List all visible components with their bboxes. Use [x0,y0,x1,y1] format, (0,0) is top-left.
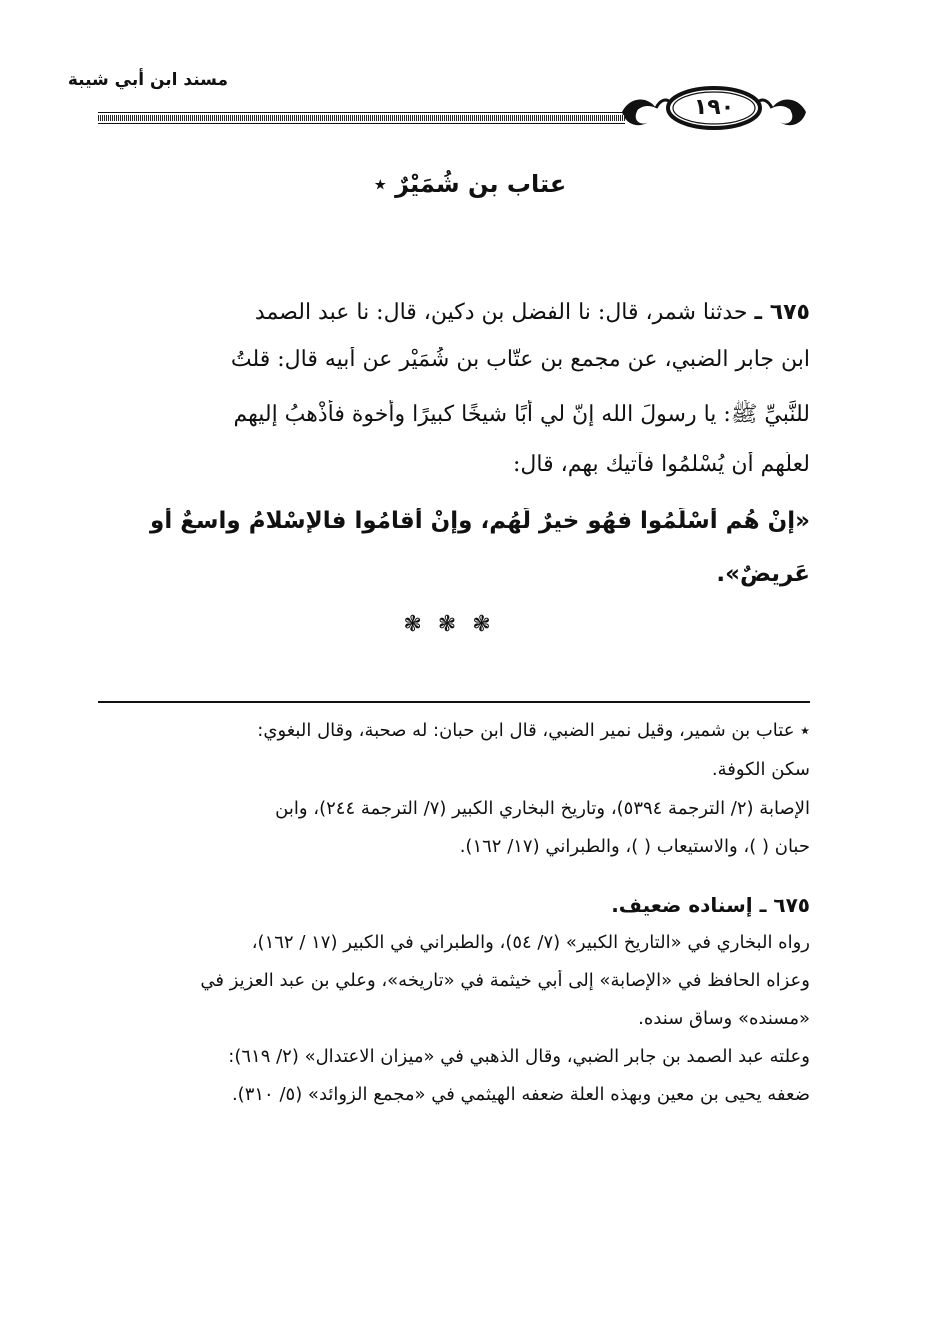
footnote-grading-line-5: ضعفه يحيى بن معين وبهذه العلة ضعفه الهيثمي في «مجمع الزوائد» (٥/ ٣١٠). [231,1084,810,1105]
footnote-grading-heading: ٦٧٥ ـ إسناده ضعيف. [611,893,810,917]
hadith-line-1 [98,300,810,325]
footnote-bio-line-1: ٭ عتاب بن شمير، وقيل نمير الضبي، قال ابن حبان: له صحبة، وقال البغوي: [257,720,810,741]
footnote-grading-line-2: وعزاه الحافظ في «الإصابة» إلى أبي خيثمة في «تاريخه»، وعلي بن عبد العزيز في [200,970,810,991]
running-title: مسند ابن أبي شيبة [67,70,228,90]
hadith-line-3: للنَّبيِّ ﷺ: يا رسولَ الله إنّ لي أبًا شيخًا كبيرًا وأخوة فأذْهبُ إليهم [233,402,810,427]
section-divider-stars: ❃❃❃ [403,612,507,637]
hadith-line-4: لعلّهم أن يُسْلمُوا فآتيك بهم، قال: [513,452,810,477]
header-rule [98,112,625,124]
footnote-bio-line-2: سكن الكوفة. [711,759,810,780]
hadith-quote-line-1: «إنْ هُم أسْلَمُوا فهُو خيرٌ لَهُم، وإنْ أقامُوا فالإسْلامُ واسعٌ أو [150,508,810,534]
page-number-ornament [618,82,810,136]
hadith-number: ٦٧٥ ـ [754,300,810,325]
footnote-bio-line-4: حبان ( )، والاستيعاب ( )، والطبراني (١٧/ ١٦٢). [459,836,810,857]
hadith-line-1-text: حدثنا شمر، قال: نا الفضل بن دكين، قال: نا عبد الصمد [254,300,748,325]
hadith-quote-line-2: عَرِيضٌ». [716,561,810,587]
footnote-grading-line-3: «مسنده» وساق سنده. [638,1008,810,1029]
section-title: عتاب بن شُمَيْرٌ ٭ [373,170,567,198]
hadith-line-2: ابن جابر الضبي، عن مجمع بن عتّاب بن شُمَيْر عن أبيه قال: قلتُ [230,347,810,372]
footnote-rule [98,701,810,703]
footnote-grading-line-4: وعلته عبد الصمد بن جابر الضبي، وقال الذهبي في «ميزان الاعتدال» (٢/ ٦١٩): [228,1046,810,1067]
footnote-bio-line-3: الإصابة (٢/ الترجمة ٥٣٩٤)، وتاريخ البخاري الكبير (٧/ الترجمة ٢٤٤)، وابن [275,798,810,819]
footnote-grading-line-1: رواه البخاري في «التاريخ الكبير» (٧/ ٥٤)، والطبراني في الكبير (١٧ / ١٦٢)، [251,932,810,953]
page-number: ١٩٠ [693,95,735,120]
